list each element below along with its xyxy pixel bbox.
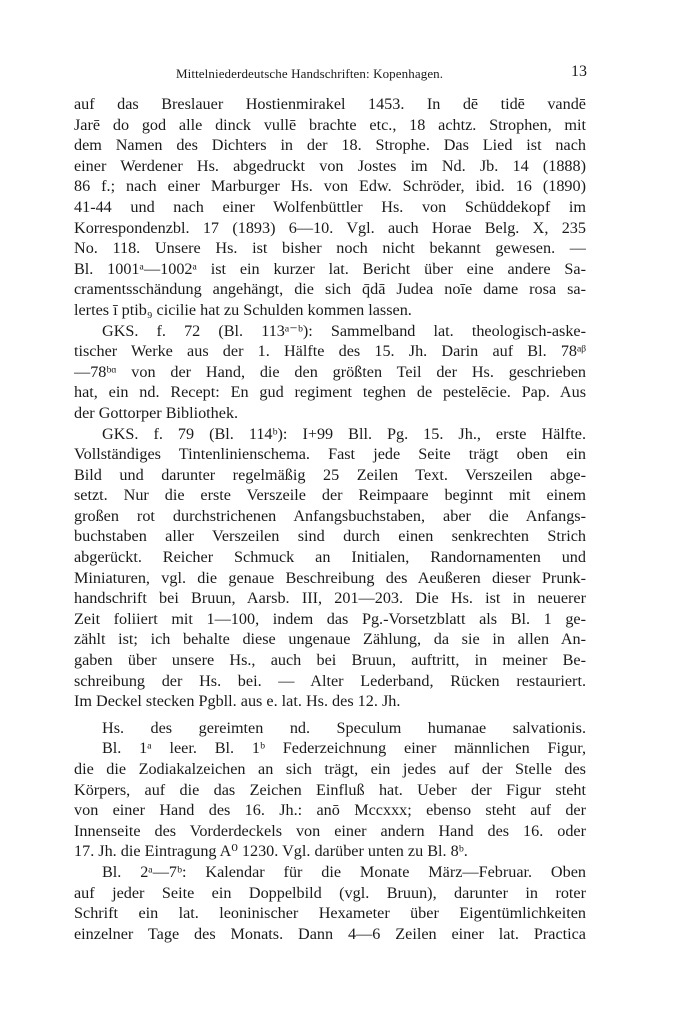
- paragraph-breslauer-hostienmirakel: [74, 94, 586, 321]
- text-line: die die Zodiakalzeichen an sich trägt, ein jedes auf der Stelle des: [74, 760, 586, 778]
- paragraph-bl-1: [74, 738, 586, 862]
- text-line: 17. Jh. die Eintragung A⁰ 1230. Vgl. darüber unten zu Bl. 8ᵇ.: [74, 842, 468, 861]
- text-line: Korrespondenzbl. 17 (1893) 6—10. Vgl. auch Horae Belg. X, 235: [74, 218, 586, 237]
- text-line: Schrift ein lat. leoninischer Hexameter über Eigentümlichkeiten: [74, 904, 586, 923]
- paragraph-speculum-heading: [74, 718, 586, 739]
- page-body: [74, 94, 586, 944]
- text-line: handschrift bei Bruun, Aarsb. III, 201—203. Die Hs. ist in neuerer: [74, 589, 586, 608]
- text-line: No. 118. Unsere Hs. ist bisher noch nicht bekannt gewesen. —: [74, 239, 586, 258]
- text-line: einzelner Tage des Monats. Dann 4—6 Zeilen einer lat. Practica: [74, 924, 586, 943]
- text-line: GKS. f. 72 (Bl. 113ᵃ⁻ᵇ): Sammelband lat. theologisch-aske-: [102, 321, 586, 340]
- paragraph-bl-2-7: [74, 862, 586, 944]
- text-line: —78ᵇᵅ von der Hand, die den größten Teil der Hs. geschrieben: [74, 362, 586, 381]
- text-line: Bl. 2ᵃ—7ᵇ: Kalendar für die Monate März—Februar. Oben: [102, 862, 586, 881]
- text-line: der Gottorper Bibliothek.: [74, 403, 239, 422]
- text-line: dem Namen des Dichters in der 18. Strophe. Das Lied ist nach: [74, 136, 586, 155]
- text-line: gaben über unsere Hs., auch bei Bruun, auftritt, in meiner Be-: [74, 651, 586, 670]
- text-line: Bl. 1001ᵃ—1002ᵃ ist ein kurzer lat. Bericht über eine andere Sa-: [74, 259, 586, 278]
- text-line: GKS. f. 79 (Bl. 114ᵇ): I+99 Bll. Pg. 15. Jh., erste Hälfte.: [102, 424, 586, 443]
- text-line: Bild und darunter regelmäßig 25 Zeilen Text. Verszeilen abge-: [74, 465, 586, 484]
- text-line: lertes ī ptib₉ cicilie hat zu Schulden kommen lassen.: [74, 300, 412, 319]
- text-line: buchstaben aller Verszeilen sind durch einen senkrechten Strich: [74, 527, 586, 546]
- section-heading: Hs. des gereimten nd. Speculum humanae salvationis.: [102, 718, 586, 737]
- text-line: Zeit foliiert mit 1—100, indem das Pg.-Vorsetzblatt als Bl. 1 ge-: [74, 609, 586, 628]
- text-line: Innenseite des Vorderdeckels von einer andern Hand des 16. oder: [74, 821, 586, 840]
- text-line: 41-44 und nach einer Wolfenbüttler Hs. von Schüddekopf im: [74, 197, 586, 216]
- text-line: Körpers, auf die das Zeichen Einfluß hat. Ueber der Figur steht: [74, 780, 586, 799]
- text-line: großen rot durchstrichenen Anfangsbuchstaben, aber die Anfangs-: [74, 506, 586, 525]
- paragraph-gks-f-79: [74, 424, 586, 712]
- text-line: Vollständiges Tintenlinienschema. Fast jede Seite trägt oben ein: [74, 445, 586, 464]
- text-line: abgerückt. Reicher Schmuck an Initialen, Randornamenten und: [74, 548, 586, 567]
- running-head: Mittelniederdeutsche Handschriften: Kopenhagen.: [176, 66, 444, 81]
- text-line: einer Werdener Hs. abgedruckt von Jostes im Nd. Jb. 14 (1888): [74, 156, 586, 175]
- text-line: hat, ein nd. Recept: En gud regiment teghen de pestelēcie. Pap. Aus: [74, 383, 586, 402]
- text-line: Jarē do god alle dinck vullē brachte etc., 18 achtz. Strophen, mit: [74, 115, 586, 134]
- paragraph-gks-f-72: [74, 321, 586, 424]
- text-line: Im Deckel stecken Pgbll. aus e. lat. Hs. des 12. Jh.: [74, 692, 401, 711]
- text-line: zählt ist; ich behalte diese ungenaue Zählung, da sie in allen An-: [74, 630, 586, 649]
- text-line: 86 f.; nach einer Marburger Hs. von Edw. Schröder, ibid. 16 (1890): [74, 177, 586, 196]
- text-line: Bl. 1ᵃ leer. Bl. 1ᵇ Federzeichnung einer männlichen Figur,: [102, 739, 586, 758]
- text-line: auf das Breslauer Hostienmirakel 1453. In dē tidē vandē: [74, 95, 586, 113]
- page-number: 13: [571, 63, 587, 80]
- text-line: tischer Werke aus der 1. Hälfte des 15. Jh. Darin auf Bl. 78ᵃᵝ: [74, 342, 586, 361]
- text-line: auf jeder Seite ein Doppelbild (vgl. Bruun), darunter in roter: [74, 883, 586, 902]
- text-line: Miniaturen, vgl. die genaue Beschreibung des Aeußeren dieser Prunk-: [74, 568, 586, 587]
- text-line: schreibung der Hs. bei. — Alter Lederband, Rücken restauriert.: [74, 671, 586, 690]
- text-line: cramentsschändung angehängt, die sich q̄dā Judea noīe dame rosa sa-: [74, 280, 586, 299]
- text-line: setzt. Nur die erste Verszeile der Reimpaare beginnt mit einem: [74, 486, 586, 505]
- text-line: von einer Hand des 16. Jh.: anō Mccxxx; ebenso steht auf der: [74, 801, 586, 820]
